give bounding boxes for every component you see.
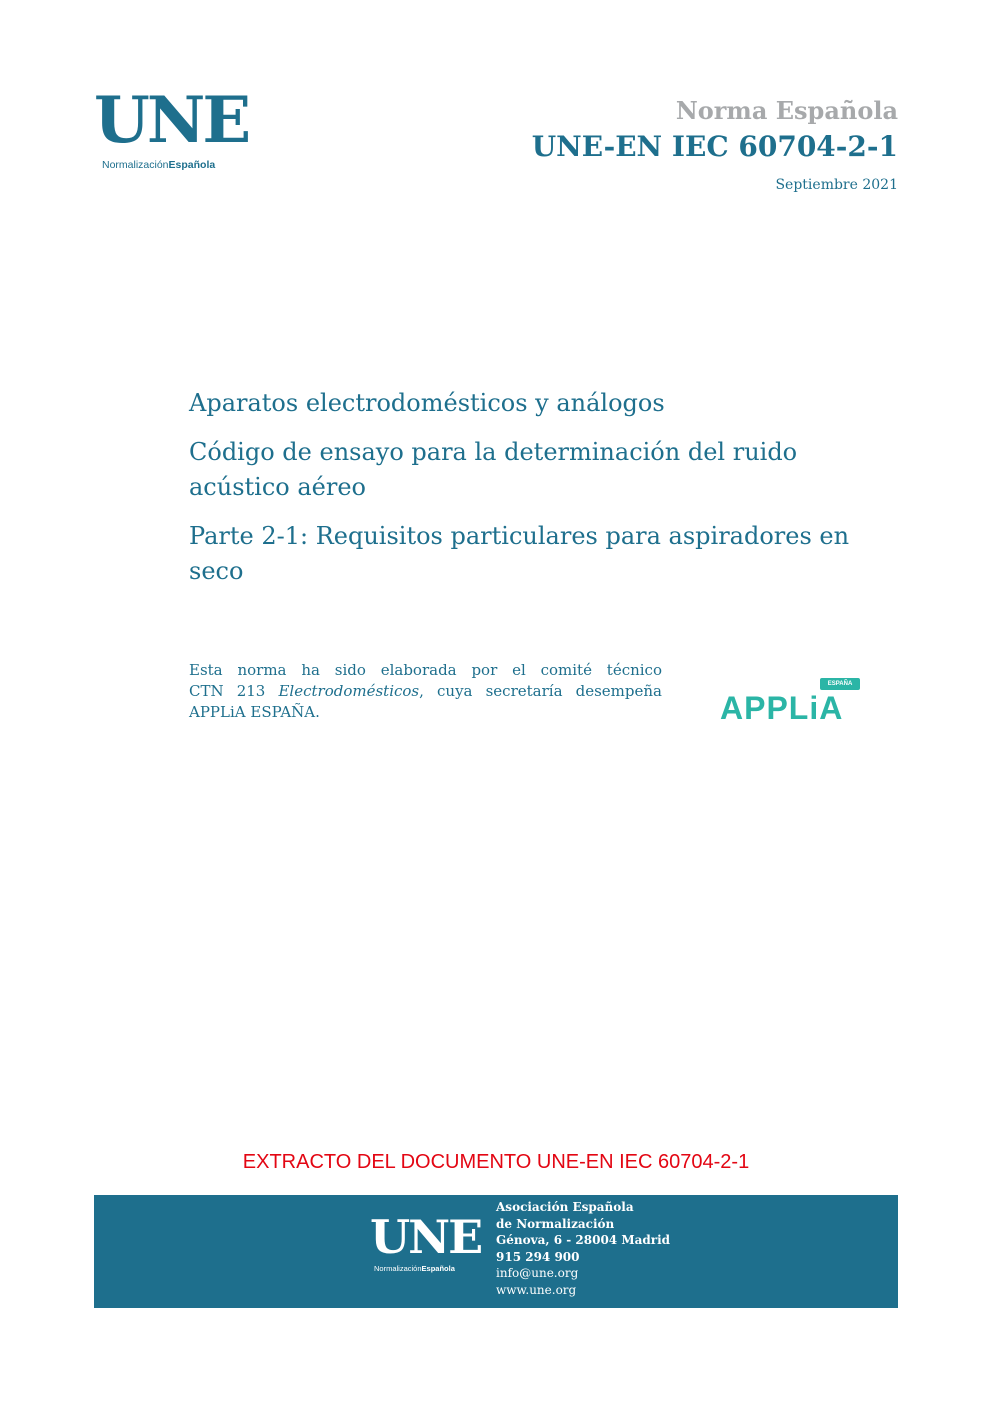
committee-line2 (189, 681, 662, 702)
footer-email-link[interactable]: info@une.org (496, 1266, 579, 1280)
standard-code: UNE-EN IEC 60704-2-1 (531, 130, 898, 163)
title-sub-line2: acústico aéreo (189, 473, 366, 501)
footer-une-logo-tagline-a: Normalización (374, 1264, 422, 1273)
applia-badge: ESPAÑA (820, 678, 860, 690)
une-logo-tagline-a: Normalización (102, 159, 169, 171)
footer-une-logo (370, 1210, 482, 1277)
extract-notice: EXTRACTO DEL DOCUMENTO UNE-EN IEC 60704-2-1 (242, 1151, 750, 1173)
committee-code: CTN 213 (189, 682, 279, 700)
committee-statement (189, 660, 662, 723)
standard-type-label: Norma Española (675, 96, 898, 125)
footer-phone: 915 294 900 (496, 1249, 580, 1264)
footer-une-logo-word: UNE (370, 1210, 482, 1264)
applia-logo (718, 678, 864, 732)
committee-secretariat-text: , cuya secretaría desempeña (419, 682, 662, 700)
footer-une-logo-tagline-b: Española (421, 1264, 455, 1273)
footer-address: Génova, 6 - 28004 Madrid (496, 1233, 671, 1247)
une-logo (94, 83, 249, 176)
publication-date: Septiembre 2021 (775, 177, 898, 193)
une-logo-tagline (102, 159, 215, 171)
footer-web-link[interactable]: www.une.org (496, 1282, 577, 1297)
title-part-line2: seco (189, 557, 244, 585)
footer-org-line1: Asociación Española (496, 1200, 634, 1214)
committee-line3: APPLiA ESPAÑA. (189, 703, 320, 721)
footer-org-line2: de Normalización (496, 1216, 615, 1231)
committee-name: Electrodomésticos (278, 682, 420, 700)
footer-une-logo-tagline (374, 1264, 455, 1273)
applia-wordmark: APPLiA (720, 690, 844, 726)
footer-contact (496, 1199, 670, 1298)
title-part-line1: Parte 2-1: Requisitos particulares para aspiradores en (189, 522, 850, 550)
title-main: Aparatos electrodomésticos y análogos (189, 389, 665, 417)
committee-line1: Esta norma ha sido elaborada por el comité técnico (189, 661, 662, 679)
une-logo-tagline-b: Española (168, 159, 216, 171)
title-sub-line1: Código de ensayo para la determinación del ruido (189, 438, 798, 466)
footer-band (94, 1195, 898, 1308)
une-logo-word: UNE (94, 83, 249, 158)
